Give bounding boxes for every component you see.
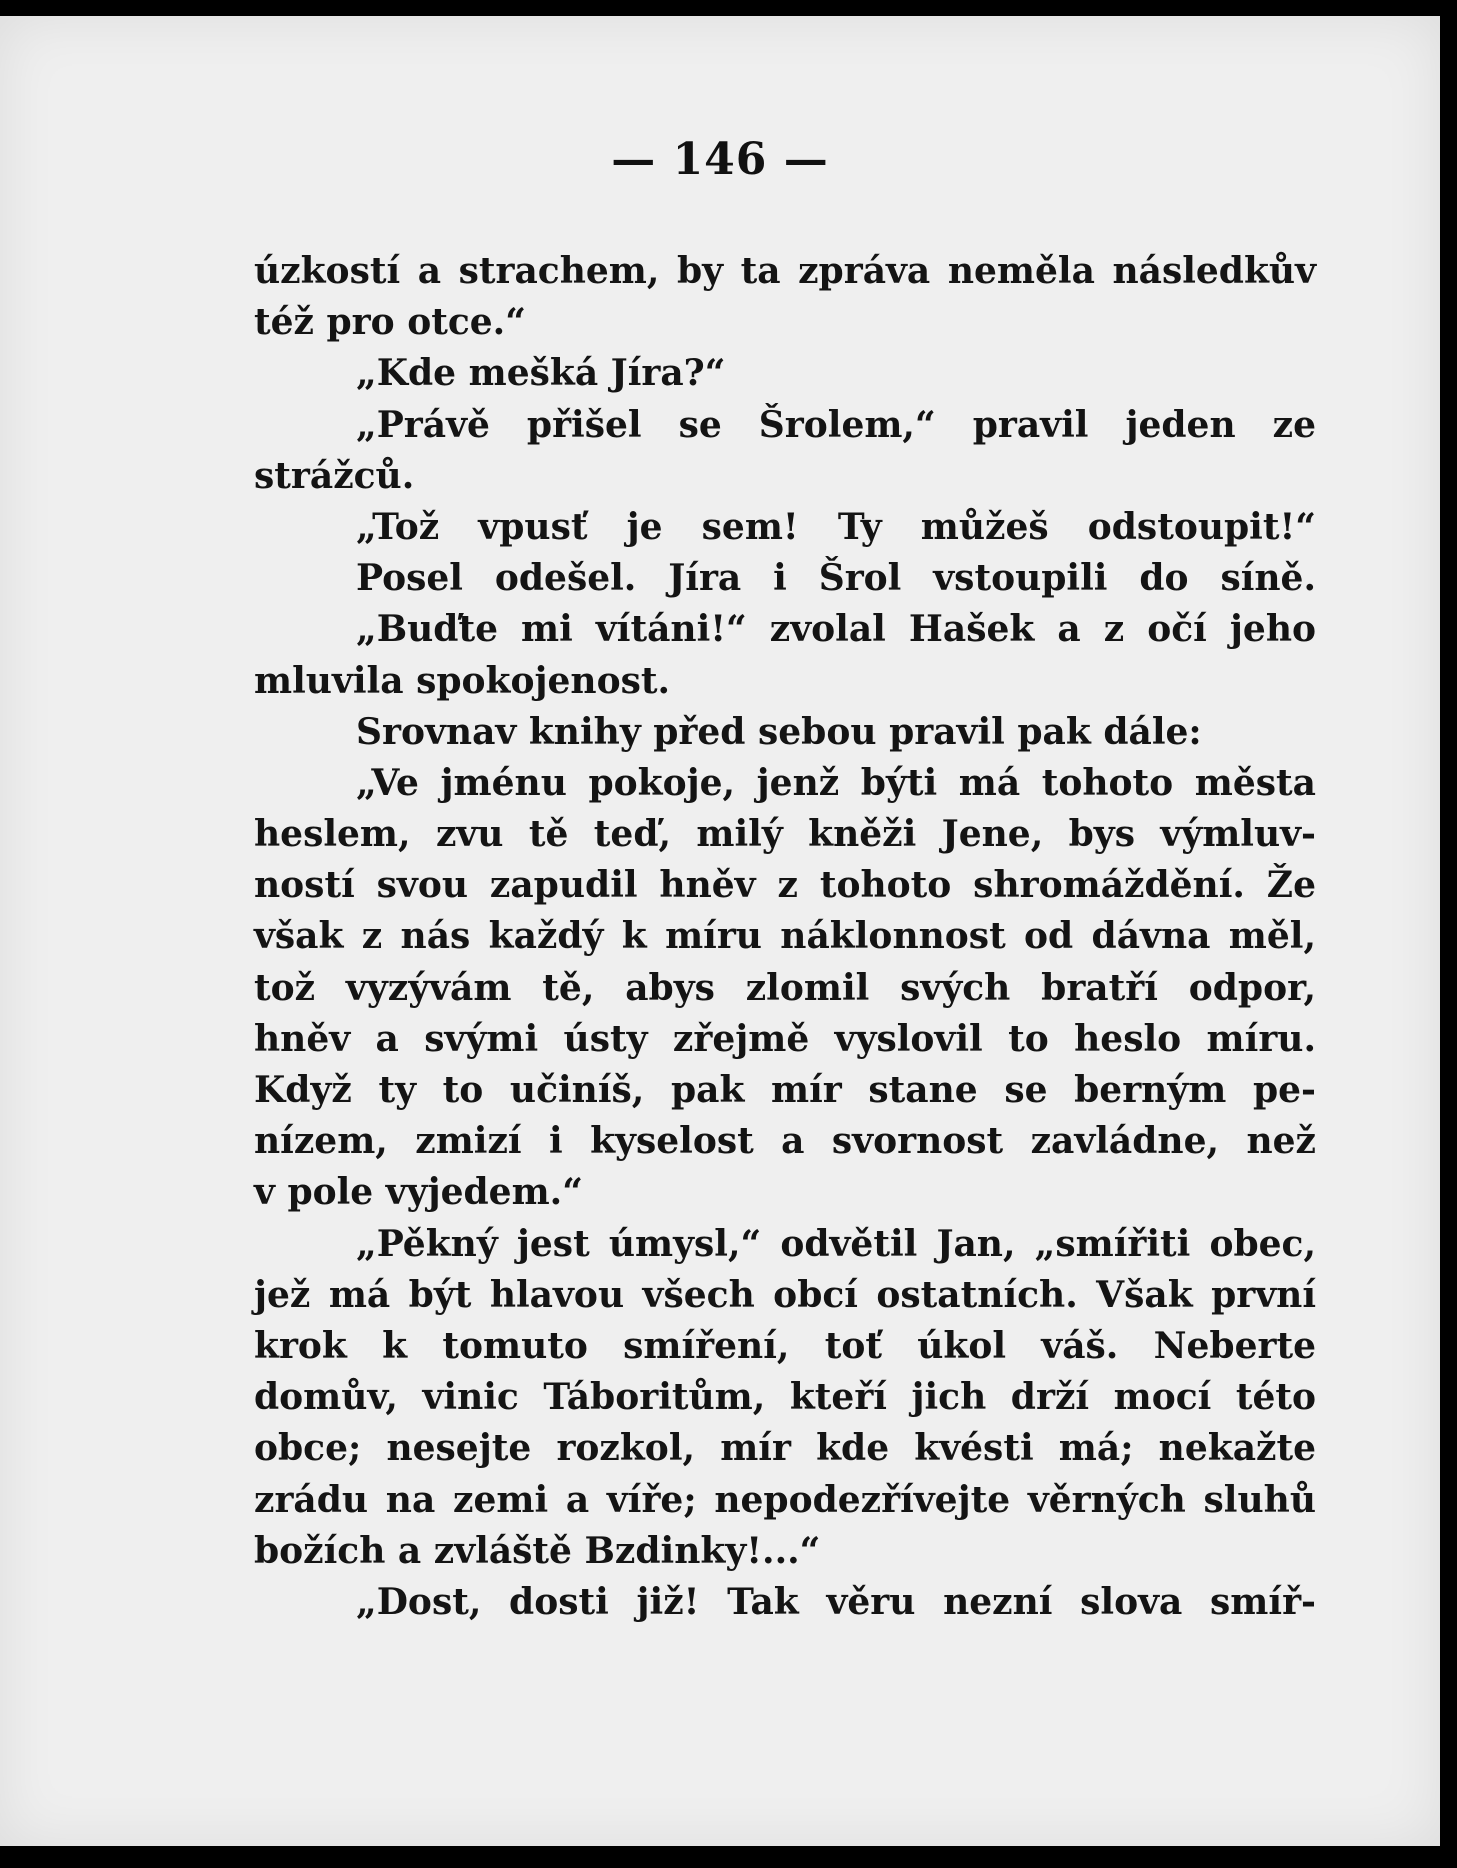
text-line: nízem, zmizí i kyselost a svornost zavládne, než: [254, 1120, 1316, 1163]
body-text: [254, 246, 1316, 1628]
text-line: tož vyzývám tě, abys zlomil svých bratří odpor,: [254, 966, 1316, 1009]
page-number: — 146 —: [611, 134, 829, 185]
text-line: Posel odešel. Jíra i Šrol vstoupili do síně.: [356, 557, 1316, 600]
text-line: „Kde mešká Jíra?“: [356, 352, 726, 395]
text-line: též pro otce.“: [254, 301, 526, 344]
text-line: „Dost, dosti již! Tak věru nezní slova smíř-: [356, 1580, 1316, 1623]
text-line: obce; nesejte rozkol, mír kde kvésti má; nekažte: [254, 1427, 1316, 1470]
text-line: ností svou zapudil hněv z tohoto shromáždění. Že: [254, 864, 1316, 907]
text-line: heslem, zvu tě teď, milý kněži Jene, bys výmluv-: [254, 813, 1316, 856]
text-line: „Buďte mi vítáni!“ zvolal Hašek a z očí jeho: [356, 608, 1316, 651]
text-line: zrádu na zemi a víře; nepodezřívejte věrných sluhů: [254, 1478, 1316, 1521]
text-line: strážců.: [254, 454, 415, 497]
text-line: v pole vyjedem.“: [254, 1171, 583, 1214]
text-line: hněv a svými ústy zřejmě vyslovil to heslo míru.: [254, 1017, 1316, 1060]
text-line: domův, vinic Táboritům, kteří jich drží mocí této: [254, 1376, 1316, 1419]
text-line: „Právě přišel se Šrolem,“ pravil jeden ze: [356, 403, 1316, 446]
text-line: úzkostí a strachem, by ta zpráva neměla následkův: [254, 250, 1316, 292]
text-line: Srovnav knihy před sebou pravil pak dále:: [356, 710, 1202, 753]
text-line: božích a zvláště Bzdinky!...“: [254, 1529, 821, 1572]
text-line: však z nás každý k míru náklonnost od dávna měl,: [254, 915, 1316, 958]
text-line: mluvila spokojenost.: [254, 659, 671, 702]
text-line: jež má být hlavou všech obcí ostatních. Však první: [254, 1273, 1316, 1316]
text-line: „Ve jménu pokoje, jenž býti má tohoto města: [356, 761, 1316, 804]
text-line: „Pěkný jest úmysl,“ odvětil Jan, „smířiti obec,: [356, 1222, 1316, 1265]
text-line: Když ty to učiníš, pak mír stane se berným pe-: [254, 1069, 1316, 1111]
book-page: [0, 16, 1440, 1846]
text-line: krok k tomuto smíření, toť úkol váš. Neberte: [254, 1324, 1316, 1367]
text-line: „Tož vpusť je sem! Ty můžeš odstoupit!“: [356, 505, 1316, 548]
